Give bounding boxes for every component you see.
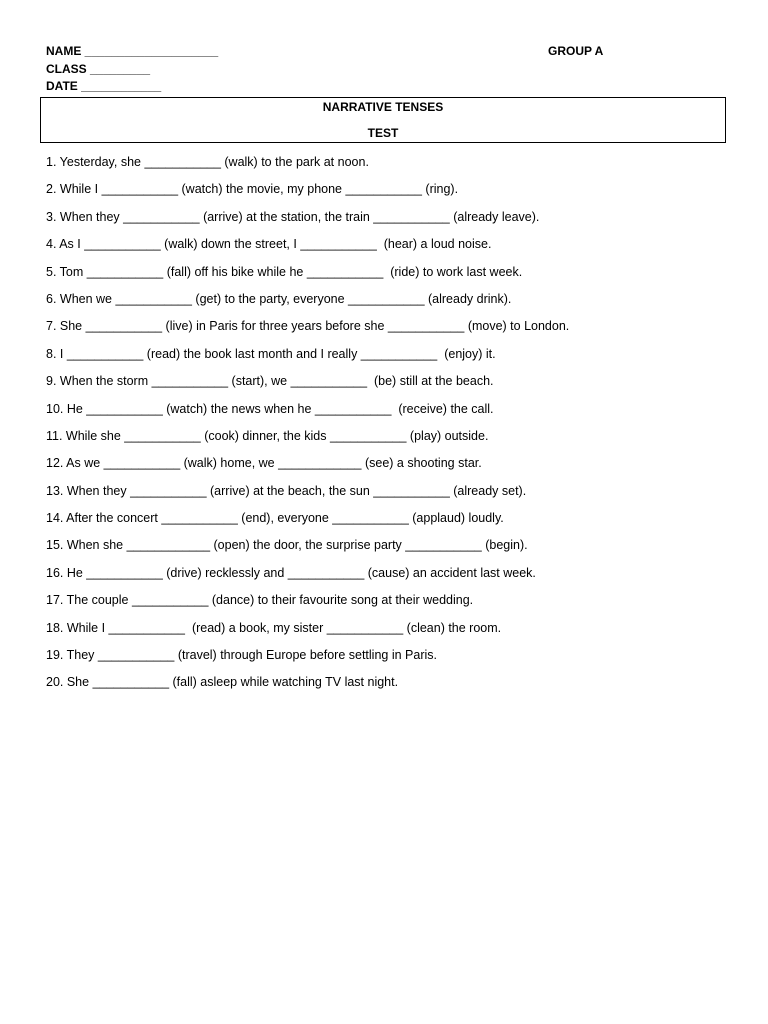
question-item: 5. Tom ___________ (fall) off his bike while he ___________ (ride) to work last week. [46,264,523,279]
question-item: 12. As we ___________ (walk) home, we ____________ (see) a shooting star. [46,456,482,471]
question-item: 6. When we ___________ (get) to the party, everyone ___________ (already drink). [46,291,512,306]
question-item: 2. While I ___________ (watch) the movie, my phone ___________ (ring). [46,182,459,197]
question-item: 14. After the concert ___________ (end), everyone ___________ (applaud) loudly. [46,511,504,526]
title-box [40,97,726,143]
question-item: 3. When they ___________ (arrive) at the station, the train ___________ (already leave). [46,209,540,224]
question-item: 7. She ___________ (live) in Paris for three years before she ___________ (move) to London. [46,319,570,334]
student-info-fields [46,43,726,96]
question-item: 1. Yesterday, she ___________ (walk) to the park at noon. [46,155,369,169]
question-item: 17. The couple ___________ (dance) to their favourite song at their wedding. [46,593,474,608]
question-item: 8. I ___________ (read) the book last month and I really ___________ (enjoy) it. [46,346,496,361]
date-field: DATE ____________ [46,79,162,93]
group-label: GROUP A [548,44,604,58]
question-item: 15. When she ____________ (open) the door, the surprise party ___________ (begin). [46,538,528,553]
question-item: 9. When the storm ___________ (start), we ___________ (be) still at the beach. [46,374,494,389]
question-item: 20. She ___________ (fall) asleep while watching TV last night. [46,675,399,690]
question-item: 11. While she ___________ (cook) dinner, the kids ___________ (play) outside. [46,428,489,443]
worksheet-subtitle: TEST [367,126,399,140]
question-item: 16. He ___________ (drive) recklessly and ___________ (cause) an accident last week. [46,565,536,580]
question-item: 4. As I ___________ (walk) down the street, I ___________ (hear) a loud noise. [46,237,492,252]
worksheet-title: NARRATIVE TENSES [322,100,444,114]
name-field: NAME ____________________ [46,44,219,58]
question-item: 13. When they ___________ (arrive) at the beach, the sun ___________ (already set). [46,483,527,498]
class-field: CLASS _________ [46,61,151,76]
question-item: 19. They ___________ (travel) through Europe before settling in Paris. [46,648,437,663]
question-list [46,154,726,702]
question-item: 10. He ___________ (watch) the news when he ___________ (receive) the call. [46,401,494,416]
question-item: 18. While I ___________ (read) a book, my sister ___________ (clean) the room. [46,620,502,635]
